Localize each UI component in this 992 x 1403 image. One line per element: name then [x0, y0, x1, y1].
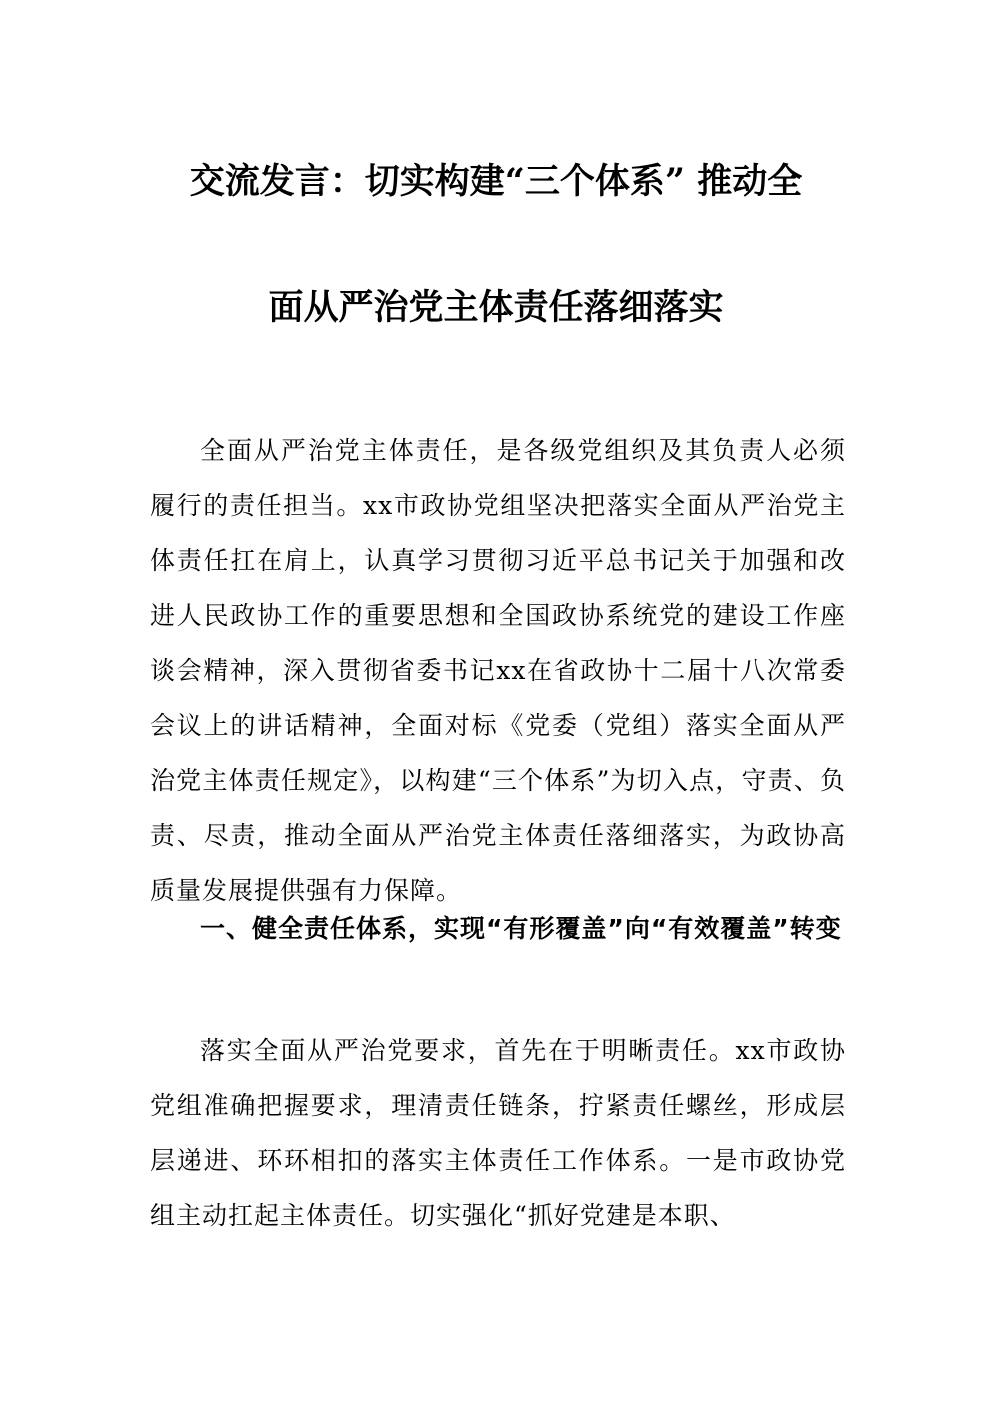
body-paragraph-1: 全面从严治党主体责任，是各级党组织及其负责人必须履行的责任担当。xx市政协党组坚决把落实全面从严治党主体责任扛在肩上，认真学习贯彻习近平总书记关于加强和改进人民政协工作的重要思想和全国政协系统党的建设工作座谈会精神，深入贯彻省委书记xx在省政协十二届十八次常委会议上的讲话精神，全面对标《党委（党组）落实全面从严治党主体责任规定》，以构建“三个体系”为切入点，守责、负责、尽责，推动全面从严治党主体责任落细落实，为政协高质量发展提供强有力保障。: [150, 436, 846, 905]
section-heading-1: 一、健全责任体系，实现“有形覆盖”向“有效覆盖”转变: [200, 914, 842, 943]
document-title-line-2: 面从严治党主体责任落细落实: [268, 287, 724, 328]
document-title-line-1: 交流发言：切实构建“三个体系” 推动全: [189, 161, 803, 202]
body-paragraph-2: 落实全面从严治党要求，首先在于明晰责任。xx市政协党组准确把握要求，理清责任链条，拧紧责任螺丝，形成层层递进、环环相扣的落实主体责任工作体系。一是市政协党组主动扛起主体责任。切实强化“抓好党建是本职、: [150, 1036, 846, 1230]
